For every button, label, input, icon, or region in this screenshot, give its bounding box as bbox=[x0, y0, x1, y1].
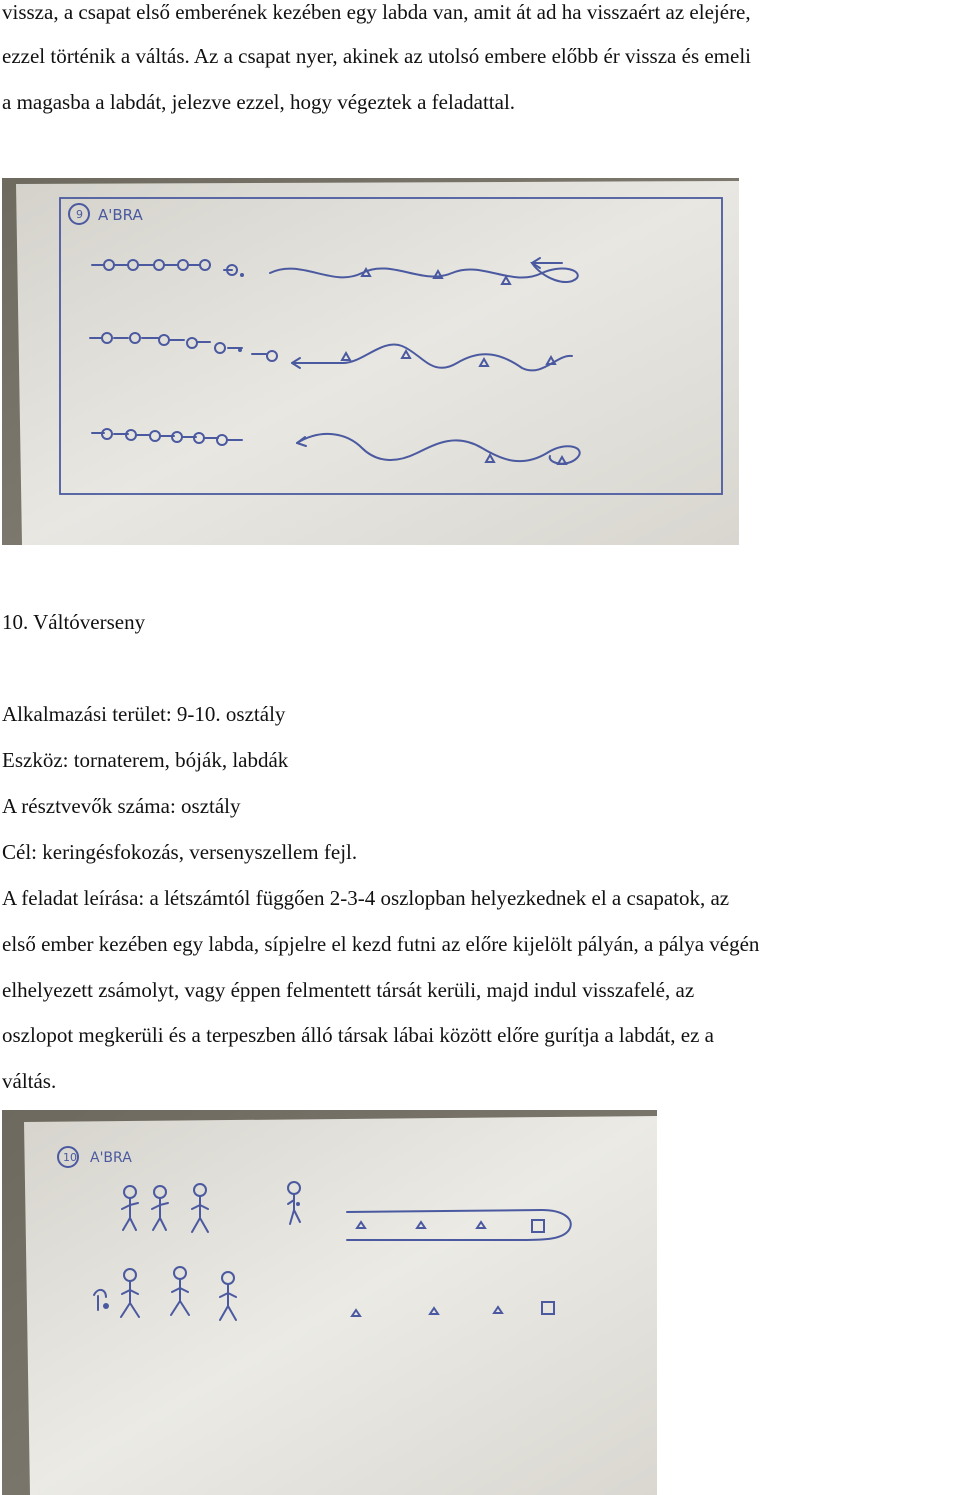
field-eszkoz: Eszköz: tornaterem, bóják, labdák bbox=[2, 748, 289, 772]
description-line-5: váltás. bbox=[2, 1069, 57, 1093]
description-line-1: A feladat leírása: a létszámtól függően 2-3-4 oszlopban helyezkednek el a csapatok, az bbox=[2, 886, 730, 910]
description-line-3: elhelyezett zsámolyt, vagy éppen felmentett társát kerüli, majd indul visszafelé, az bbox=[2, 978, 695, 1002]
field-cel: Cél: keringésfokozás, versenyszellem fejl. bbox=[2, 840, 358, 864]
intro-line-3: a magasba a labdát, jelezve ezzel, hogy végeztek a feladattal. bbox=[2, 90, 516, 114]
intro-line-1: vissza, a csapat első emberének kezében egy labda van, amit át ad ha visszaért az elejére, bbox=[2, 0, 751, 24]
section-heading: 10. Váltóverseny bbox=[2, 610, 146, 634]
figure-9-title: A'BRA bbox=[98, 206, 143, 224]
figure-10-title: A'BRA bbox=[90, 1150, 132, 1166]
description-line-2: első ember kezében egy labda, sípjelre el kezd futni az előre kijelölt pályán, a pálya végén bbox=[2, 932, 760, 956]
description-line-4: oszlopot megkerüli és a terpeszben álló társak lábai között előre gurítja a labdát, ez a bbox=[2, 1023, 714, 1047]
field-resztvevok-szama: A résztvevők száma: osztály bbox=[2, 794, 241, 818]
figure-9-number: 9 bbox=[76, 208, 83, 221]
figure-10-number: 10 bbox=[63, 1151, 77, 1164]
field-alkalmazasi-terulet: Alkalmazási terület: 9-10. osztály bbox=[2, 702, 286, 726]
figure-9-photo bbox=[2, 178, 739, 545]
intro-line-2: ezzel történik a váltás. Az a csapat nyer, akinek az utolsó embere előbb ér vissza és emeli bbox=[2, 44, 752, 68]
figure-10-photo bbox=[2, 1110, 657, 1495]
